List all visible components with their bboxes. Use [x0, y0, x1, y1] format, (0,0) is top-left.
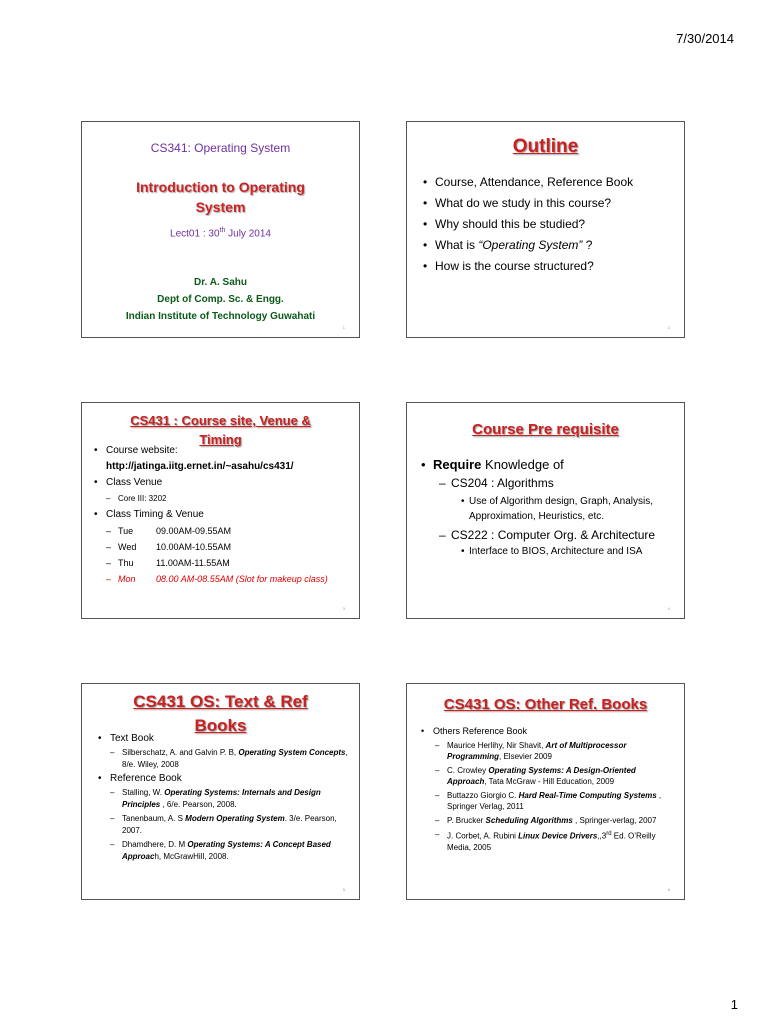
slide-prerequisite: [406, 402, 685, 619]
list-item: • Require Knowledge of: [421, 457, 678, 472]
text-book-label: • Text Book: [98, 733, 351, 745]
department: Dept of Comp. Sc. & Engg.: [157, 294, 284, 305]
lecture-title-line2: System: [195, 199, 246, 215]
book-entry: – Buttazzo Giorgio C. Hard Real-Time Computing Systems , Springer Verlag, 2011: [435, 790, 676, 812]
course-info-list: [94, 443, 353, 587]
slide-outline: [406, 121, 685, 338]
prereq-algorithms-detail: • Use of Algorithm design, Graph, Analysis, Approximation, Heuristics, etc.: [461, 494, 678, 524]
venue-value: – Core III: 3202: [106, 491, 353, 507]
schedule-row: – Wed 10.00AM-10.55AM: [106, 539, 353, 555]
schedule-row: – Tue 09.00AM-09.55AM: [106, 523, 353, 539]
author-name: Dr. A. Sahu: [194, 277, 247, 288]
prereq-architecture-detail: • Interface to BIOS, Architecture and ISA: [461, 546, 678, 557]
prereq-algorithms: – CS204 : Algorithms: [439, 476, 678, 490]
course-website-link[interactable]: http://jatinga.iitg.ernet.in/~asahu/cs431/: [106, 461, 294, 472]
slide-heading: Outline: [512, 136, 579, 157]
list-item: • Course website: http://jatinga.iitg.ernet.in/~asahu/cs431/: [94, 443, 353, 475]
book-entry: – Tanenbaum, A. S Modern Operating System. 3/e. Pearson, 2007.: [110, 813, 351, 837]
prereq-content: [421, 457, 678, 557]
list-item: • Class Timing & Venue: [94, 507, 353, 523]
slide-heading: CS431 : Course site, Venue & Timing: [130, 413, 311, 447]
slide-number: 3: [342, 606, 345, 611]
book-entry: – Dhamdhere, D. M Operating Systems: A Concept Based Approach, McGrawHill, 2008.: [110, 839, 351, 863]
slide-number: 4: [667, 606, 670, 611]
slide-text-books: [81, 683, 360, 900]
list-item: • What do we study in this course?: [423, 193, 676, 214]
book-entry: – Maurice Herlihy, Nir Shavit, Art of Multiprocessor Programming, Elsevier 2009: [435, 740, 676, 762]
slide-number: 5: [342, 887, 345, 892]
book-entry: – Silberschatz, A. and Galvin P. B, Operating System Concepts, 8/e. Wiley, 2008: [110, 747, 351, 771]
list-item: • How is the course structured?: [423, 256, 676, 277]
course-name: CS341: Operating System: [150, 141, 291, 155]
book-entry: – C. Crowley Operating Systems: A Design-Oriented Approach, Tata McGraw - Hill Education, 2009: [435, 765, 676, 787]
page-number: 1: [730, 997, 738, 1012]
schedule-row-makeup: – Mon 08.00 AM-08.55AM (Slot for makeup class): [106, 571, 353, 587]
list-item: • Why should this be studied?: [423, 214, 676, 235]
other-books-label: • Others Reference Book: [421, 726, 676, 737]
schedule-row: – Thu 11.00AM-11.55AM: [106, 555, 353, 571]
slide-title: [81, 121, 360, 338]
slide-number: 2: [667, 325, 670, 330]
other-books-content: [421, 726, 676, 853]
list-item: • What is “Operating System” ?: [423, 235, 676, 256]
list-item: • Course, Attendance, Reference Book: [423, 172, 676, 193]
slide-other-books: [406, 683, 685, 900]
reference-book-label: • Reference Book: [98, 773, 351, 785]
slide-heading: CS431 OS: Text & Ref Books: [133, 692, 308, 735]
institute: Indian Institute of Technology Guwahati: [125, 311, 316, 322]
author-block: [82, 274, 359, 325]
book-entry: – J. Corbet, A. Rubini Linux Device Drivers,,3rd Ed. O’Reilly Media, 2005: [435, 829, 676, 853]
slide-heading: CS431 OS: Other Ref. Books: [443, 696, 648, 713]
outline-list: [423, 172, 676, 277]
prereq-architecture: – CS222 : Computer Org. & Architecture: [439, 528, 678, 542]
lecture-title-line1: Introduction to Operating: [136, 179, 305, 195]
book-entry: – P. Brucker Scheduling Algorithms , Springer-verlag, 2007: [435, 815, 676, 826]
slide-course-site: [81, 402, 360, 619]
books-content: [98, 733, 351, 863]
print-date: 7/30/2014: [676, 31, 734, 46]
slide-number: 1: [342, 325, 345, 330]
book-entry: – Stalling, W. Operating Systems: Internals and Design Principles , 6/e. Pearson, 2008.: [110, 787, 351, 811]
lecture-date: Lect01 : 30th July 2014: [170, 227, 271, 240]
list-item: • Class Venue: [94, 475, 353, 491]
slide-heading: Course Pre requisite: [472, 421, 619, 438]
slide-number: 6: [667, 887, 670, 892]
lecture-title: [82, 177, 359, 217]
